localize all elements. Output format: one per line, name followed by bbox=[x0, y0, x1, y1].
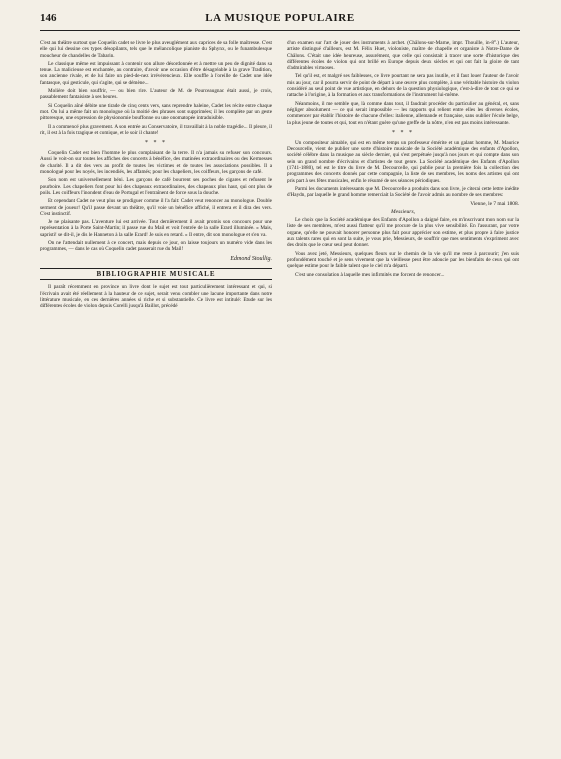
section-title: BIBLIOGRAPHIE MUSICALE bbox=[40, 268, 272, 280]
paragraph: Son nom est universellement béni. Les garçons de café bourrent ses poches de cigares et refusent le pourboire. Les chapeliers font pour lui des chapeaux extraordinaires, des chapeaux plus haut, qui ont plus de poils. Les coiffeurs l'inondent d'eau de Portugal et l'entraînent de force sous la douche. bbox=[40, 177, 272, 196]
paragraph: Un compositeur aimable, qui est en même temps un professeur émérite et un galant homme, M. Maurice Decourcelle, vient de publier une sorte d'histoire musicale de la Société académique des enfants d'Apollon, société célèbre dans la musique au siècle dernier, qui s'est perpétuée jusqu'à nos jours et qui compte dans son sein un grand nombre d'écrivains et d'artistes de tout genre. La Société académique des Enfants d'Apollon (1741-1880), tel est le titre du livre de M. Decourcelle, qui publie pour la première fois la collection des programmes des concerts donnés par cette compagnie, la liste de ses membres, les noms des artistes qui ont pris part à ses fêtes musicales, enfin le résumé de ses séances périodiques. bbox=[287, 139, 519, 184]
paragraph: Je ne plaisante pas. L'aventure lui est arrivée. Tout dernièrement il avait promis son concours pour une représentation à la Porte Saint-Martin; il passe rue du Mail et voit l'entrée de la salle Erard illuminée. « Mais, sapristi! se dit-il, je dis le Hanneton à la salle Erard! Je suis en retard. » Il entre, dit son monologue et s'en va. bbox=[40, 219, 272, 238]
paragraph: Il a commencé plus gravement. A son entrée au Conservatoire, il travaillait à la noble tragédie... Il pleure, il rit, il est à la fois tragique et comique, et le soir il chante! bbox=[40, 123, 272, 136]
running-title: LA MUSIQUE POPULAIRE bbox=[205, 12, 355, 24]
paragraph: Il paraît récemment en province un livre dont le sujet est tout particulièrement intéressant et qui, si l'écrivain avait été réellement à la hauteur de ce sujet, serait venu combler une lacune importante dans notre littérature musicale, en ces dernières années si riche et si substantielle. Ce livre est intitulé: Etude sur les différentes écoles de violon depuis Corelli jusqu'à Baillot, précédé bbox=[40, 284, 272, 310]
letter-paragraph: C'est une consolation à laquelle mes infirmités me forcent de renoncer... bbox=[295, 271, 445, 278]
letter-paragraph: Le choix que la Société académique des Enfants d'Apollon a daigné faire, en m'inscrivant mon nom sur la liste de ses membres, m'est aussi flatteur qu'il me procure de la plus vive sensibilité. En l'assurant, par votre organe, qu'elle ne pouvait honorer personne plus fait pour apprécier son estime, et plus propre à faire justice aux talents rares qui en sont la suite, je vous prie, Messieurs, de souffrir que mes sentiments s'expriment avec des droits que le cœur seul peut donner. bbox=[287, 217, 519, 249]
section-separator: * * * bbox=[145, 140, 167, 147]
paragraph: C'est au théâtre surtout que Coquelin cadet se livre le plus aveuglément aux caprices de sa folle maîtresse. C'est elle qui lui dessine ces types désopilants, tels que le mélancolique pianiste du Sphynx, ou le funambulesque moucheur de chandelles de Tabarin. bbox=[40, 40, 272, 59]
paragraph: Si Coquelin aîné débite une tirade de cinq cents vers, sans reprendre haleine, Cadet les récite entre chaque mot. On lui a même fait un monologue où la moitié des phrases sont supprimées; il les complète par un geste pittoresque, une expression de physionomie bouffonne ou une onomatopée intraduisible. bbox=[40, 102, 272, 122]
paragraph: Parmi les documents intéressants que M. Decourcelle a produits dans son livre, je citerai cette lettre inédite d'Haydn, par laquelle le grand homme remerciait la Société de l'avoir admis au nombre de ses membres: bbox=[287, 185, 519, 199]
letter-date: Vienne, le 7 mai 1808. bbox=[470, 200, 519, 207]
letter-salutation: Messieurs, bbox=[390, 208, 416, 215]
paragraph: Le classique même est impuissant à contenir son allure désordonnée et à mettre un peu de dignité dans sa tenue. La malicieuse est enchantée, au contraire, d'avoir une occasion d'être désagréable à la grave Tradition, son ancienne rivale, et de lui faire un pied-de-nez irrévérencieux. Elle souffle à l'oreille de Cadet une idée fantasque, qui gesticule, qui s'agite, qui se démène... bbox=[40, 60, 272, 86]
right-column bbox=[287, 40, 519, 280]
header-rule bbox=[40, 30, 520, 31]
page-number: 146 bbox=[40, 12, 57, 24]
running-header bbox=[40, 10, 520, 28]
left-column bbox=[40, 40, 272, 311]
article-signature: Edmond Stoullig. bbox=[230, 255, 272, 262]
letter-paragraph: Vous avez jeté, Messieurs, quelques fleurs sur le chemin de la vie qu'il me reste à parcourir; j'en suis profondément touché et je sens vivement que la vieillesse peut être adoucie par les bienfaits de ceux qui ont quelque estime pour le faible talent que le ciel m'a départi. bbox=[287, 250, 519, 270]
paragraph: Molière doit bien souffrir, — ou bien rire. L'auteur de M. de Pourceaugnac était aussi, je crois, passablement fantaisiste à ses heures. bbox=[40, 88, 272, 101]
paragraph: Tel qu'il est, et malgré ses faiblesses, ce livre pourtant ne sera pas inutile, et il faut louer l'auteur de l'avoir mis au jour, car il pourra servir de point de départ à une œuvre plus complète, à une véritable histoire du violon considéré au seul point de vue artistique, en dehors de la question physiologique, c'est-à-dire de tout ce qui se rattache à l'origine, à la formation et aux transformations de l'instrument lui-même. bbox=[287, 73, 519, 99]
paragraph: Coquelin Cadet est bien l'homme le plus complaisant de la terre. Il n'a jamais su refuser son concours. Aussi le voit-on sur toutes les affiches des concerts à bénéfice, des matinées extraordinaires ou des Kermesses de charité. Il a dit des vers au profit de toutes les victimes et de toutes les associations possibles. Il a monologué pour les noyés, les incendiés, les affamés; pour les chapeliers, les coiffeurs, les garçons de café. bbox=[40, 150, 272, 176]
paragraph: On ne l'attendait nullement à ce concert, mais depuis ce jour, on laisse toujours un numéro vide dans les programmes, — dans le cas où Coquelin cadet passerait rue du Mail! bbox=[40, 240, 272, 253]
paragraph: Et cependant Cadet ne veut plus se prodiguer comme il l'a fait: Cadet veut renoncer au monologue. Double serment de joueur! Qu'il passe devant un théâtre, qu'il voie un bénéfice affiché, il entrera et il dira des vers. C'est instinctif. bbox=[40, 198, 272, 217]
paragraph: d'un examen sur l'art de jouer des instruments à archet. (Châlons-sur-Marne, impr. Thouille, in-8°.) L'auteur, artiste distingué d'ailleurs, est M. Félix Huet, violoniste, maître de chapelle et organiste à Notre-Dame de Châlons. C'était une idée heureuse, assurément, que celle qui consistait à tracer une sorte d'historique des différentes écoles de violon qui ont brillé en Europe depuis deux siècles et qui ont fait la gloire de tant d'admirables virtuoses. bbox=[287, 40, 519, 72]
section-separator: * * * bbox=[392, 129, 414, 136]
paragraph: Néanmoins, il me semble que, là comme dans tout, il faudrait procéder du particulier au général, et, sans négliger absolument — ce qui serait impossible — les rapports qui relient entre elles les diverses écoles, commencer par établir l'histoire de chacune d'elles: italienne, allemande et française, sans oublier l'école belge, la plus jeune de toutes et qui, tout en n'étant guère qu'une greffe de la nôtre, n'en est pas moins intéressante. bbox=[287, 100, 519, 126]
